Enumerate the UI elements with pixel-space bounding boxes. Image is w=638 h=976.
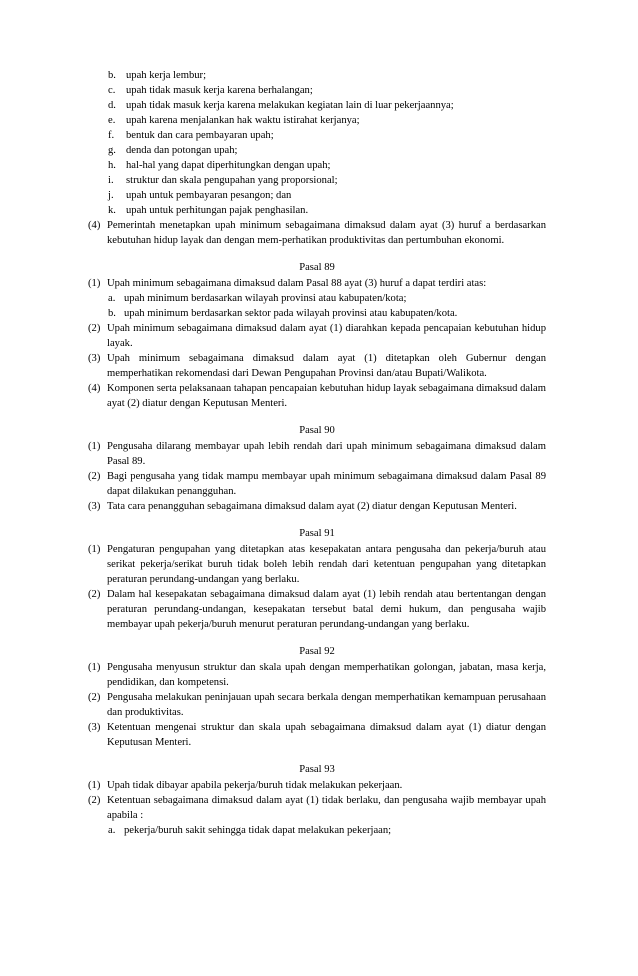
ayat-item <box>88 218 546 248</box>
pasal-heading: Pasal 90 <box>299 425 335 436</box>
list-item-label: k. <box>108 205 116 216</box>
list-item-label: d. <box>108 100 116 111</box>
ayat-text: Tata cara penangguhan sebagaimana dimaksud dalam ayat (2) diatur dengan Keputusan Menteri. <box>107 501 517 512</box>
list-item <box>108 291 546 306</box>
pasal-heading: Pasal 89 <box>299 262 335 273</box>
ayat-label: (2) <box>88 589 101 600</box>
ayat-item <box>88 351 546 381</box>
list-item <box>108 68 546 83</box>
list-item-text: upah untuk pembayaran pesangon; dan <box>126 190 292 201</box>
list-item-text: bentuk dan cara pembayaran upah; <box>126 130 274 141</box>
list-item-label: f. <box>108 130 115 141</box>
list-item-label: b. <box>108 308 116 319</box>
list-item <box>108 113 546 128</box>
ayat-text: Upah minimum sebagaimana dimaksud dalam Pasal 88 ayat (3) huruf a dapat terdiri atas: <box>107 278 487 289</box>
list-item-label: g. <box>108 145 116 156</box>
list-item-text: upah minimum berdasarkan wilayah provinsi atau kabupaten/kota; <box>124 293 407 304</box>
ayat-label: (3) <box>88 722 101 733</box>
list-item-label: a. <box>108 293 116 304</box>
ayat-item <box>88 276 546 291</box>
list-item-text: upah minimum berdasarkan sektor pada wilayah provinsi atau kabupaten/kota. <box>124 308 458 319</box>
ayat-label: (1) <box>88 780 101 791</box>
ayat-text: Komponen serta pelaksanaan tahapan pencapaian kebutuhan hidup layak sebagaimana dimaksud dalam ayat (2) diatur dengan Keputusan Menteri. <box>107 383 546 409</box>
ayat-item <box>88 778 546 793</box>
ayat-label: (2) <box>88 795 101 806</box>
list-item <box>108 143 546 158</box>
ayat-text: Pengaturan pengupahan yang ditetapkan atas kesepakatan antara pengusaha dan pekerja/buruh atau serikat pekerja/serikat buruh tidak boleh lebih rendah dari ketentuan pengupahan yang ditetapkan peraturan perundang-undangan yang berlaku. <box>107 544 546 585</box>
list-item <box>108 128 546 143</box>
ayat-item <box>88 469 546 499</box>
ayat-label: (1) <box>88 662 101 673</box>
list-item-text: struktur dan skala pengupahan yang proporsional; <box>126 175 338 186</box>
ayat-text: Bagi pengusaha yang tidak mampu membayar upah minimum sebagaimana dimaksud dalam Pasal 89 dapat dilakukan penangguhan. <box>107 471 546 497</box>
list-item <box>108 306 546 321</box>
ayat-item <box>88 720 546 750</box>
list-item-label: h. <box>108 160 116 171</box>
ayat-item <box>88 793 546 823</box>
ayat-label: (2) <box>88 692 101 703</box>
list-item-text: hal-hal yang dapat diperhitungkan dengan upah; <box>126 160 331 171</box>
list-item <box>108 173 546 188</box>
ayat-item <box>88 587 546 632</box>
ayat-text: Dalam hal kesepakatan sebagaimana dimaksud dalam ayat (1) lebih rendah atau bertentangan dengan peraturan perundang-undangan, kesepakatan tersebut batal demi hukum, dan pengusaha wajib membayar upah pekerja/buruh menurut peraturan perundang-undangan yang berlaku. <box>107 589 546 630</box>
top-sub-list <box>88 68 546 218</box>
list-item <box>108 203 546 218</box>
ayat-item <box>88 321 546 351</box>
list-item-text: upah tidak masuk kerja karena berhalangan; <box>126 85 313 96</box>
list-item-label: c. <box>108 85 116 96</box>
ayat-text: Upah minimum sebagaimana dimaksud dalam ayat (1) diarahkan kepada pencapaian kebutuhan hidup layak. <box>107 323 546 349</box>
ayat-item <box>88 499 546 514</box>
list-item-text: upah kerja lembur; <box>126 70 207 81</box>
list-item-text: upah karena menjalankan hak waktu istirahat kerjanya; <box>126 115 360 126</box>
ayat-item <box>88 439 546 469</box>
ayat-text: Pengusaha melakukan peninjauan upah secara berkala dengan memperhatikan kemampuan perusahaan dan produktivitas. <box>107 692 546 718</box>
ayat-text: Upah tidak dibayar apabila pekerja/buruh tidak melakukan pekerjaan. <box>107 780 403 791</box>
ayat-text: Pengusaha dilarang membayar upah lebih rendah dari upah minimum sebagaimana dimaksud dalam Pasal 89. <box>107 441 546 467</box>
ayat-block <box>88 276 546 321</box>
document-page <box>88 68 546 838</box>
list-item-text: pekerja/buruh sakit sehingga tidak dapat melakukan pekerjaan; <box>124 825 392 836</box>
ayat-item <box>88 542 546 587</box>
ayat-sub-list <box>88 291 546 321</box>
list-item <box>108 188 546 203</box>
ayat-text: Ketentuan mengenai struktur dan skala upah sebagaimana dimaksud dalam ayat (1) diatur dengan Keputusan Menteri. <box>107 722 546 748</box>
list-item <box>108 158 546 173</box>
list-item-text: denda dan potongan upah; <box>126 145 238 156</box>
list-item-text: upah untuk perhitungan pajak penghasilan. <box>126 205 309 216</box>
list-item <box>108 823 546 838</box>
ayat-item <box>88 381 546 411</box>
ayat-label: (2) <box>88 471 101 482</box>
ayat-label: (1) <box>88 544 101 555</box>
pasal-heading: Pasal 91 <box>299 528 335 539</box>
ayat-item <box>88 690 546 720</box>
ayat-label: (4) <box>88 383 101 394</box>
ayat-text: Ketentuan sebagaimana dimaksud dalam ayat (1) tidak berlaku, dan pengusaha wajib membayar upah apabila : <box>107 795 546 821</box>
ayat-sub-list <box>88 823 546 838</box>
ayat-label: (2) <box>88 323 101 334</box>
ayat-label: (1) <box>88 441 101 452</box>
ayat-text: Pengusaha menyusun struktur dan skala upah dengan memperhatikan golongan, jabatan, masa kerja, pendidikan, dan kompetensi. <box>107 662 546 688</box>
ayat-label: (3) <box>88 501 101 512</box>
ayat-item <box>88 660 546 690</box>
list-item <box>108 98 546 113</box>
pasal-heading: Pasal 93 <box>299 764 335 775</box>
ayat-label: (4) <box>88 220 101 231</box>
list-item <box>108 83 546 98</box>
ayat-label: (3) <box>88 353 101 364</box>
list-item-text: upah tidak masuk kerja karena melakukan kegiatan lain di luar pekerjaannya; <box>126 100 454 111</box>
list-item-label: b. <box>108 70 116 81</box>
ayat-block <box>88 793 546 838</box>
list-item-label: i. <box>108 175 114 186</box>
ayat-text: Upah minimum sebagaimana dimaksud dalam ayat (1) ditetapkan oleh Gubernur dengan memperhatikan rekomendasi dari Dewan Pengupahan Provinsi dan/atau Bupati/Walikota. <box>107 353 546 379</box>
list-item-label: e. <box>108 115 116 126</box>
pasal-heading: Pasal 92 <box>299 646 335 657</box>
ayat-label: (1) <box>88 278 101 289</box>
list-item-label: j. <box>108 190 114 201</box>
list-item-label: a. <box>108 825 116 836</box>
ayat-text: Pemerintah menetapkan upah minimum sebagaimana dimaksud dalam ayat (3) huruf a berdasarkan kebutuhan hidup layak dan dengan mem-perhatikan produktivitas dan pertumbuhan ekonomi. <box>107 220 546 246</box>
